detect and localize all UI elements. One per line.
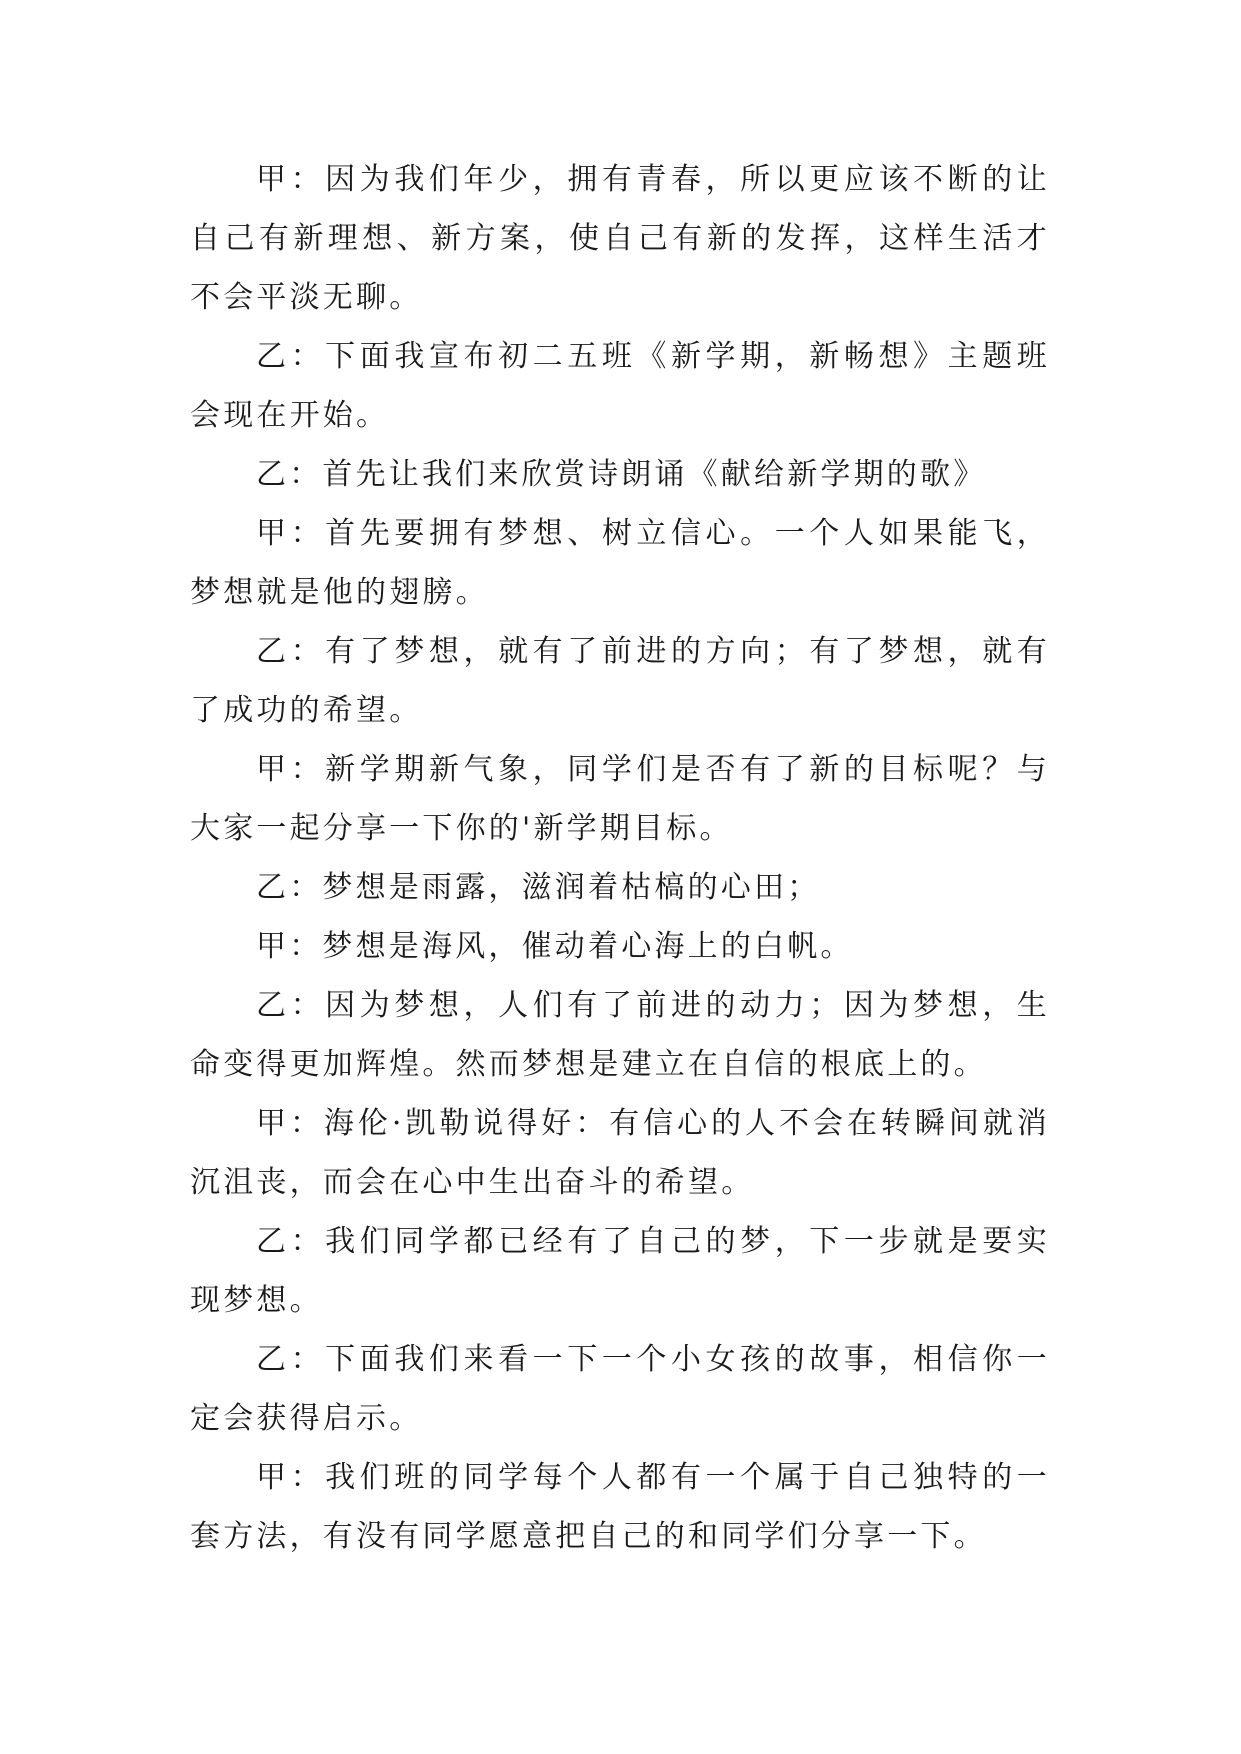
paragraph: 乙：我们同学都已经有了自己的梦，下一步就是要实现梦想。 [190, 1224, 1050, 1318]
paragraph: 乙：首先让我们来欣赏诗朗诵《献给新学期的歌》 [256, 457, 987, 492]
paragraph: 甲：海伦·凯勒说得好：有信心的人不会在转瞬间就消沉沮丧，而会在心中生出奋斗的希望。 [190, 1106, 1050, 1200]
paragraph: 乙：因为梦想，人们有了前进的动力；因为梦想，生命变得更加辉煌。然而梦想是建立在自信的根底上的。 [190, 988, 1050, 1082]
paragraph: 甲：因为我们年少，拥有青春，所以更应该不断的让自己有新理想、新方案，使自己有新的发挥，这样生活才不会平淡无聊。 [190, 162, 1050, 315]
paragraph: 甲：首先要拥有梦想、树立信心。一个人如果能飞，梦想就是他的翅膀。 [190, 516, 1050, 610]
paragraph: 甲：新学期新气象，同学们是否有了新的目标呢？与大家一起分享一下你的'新学期目标。 [190, 752, 1050, 846]
paragraph: 乙：下面我们来看一下一个小女孩的故事，相信你一定会获得启示。 [190, 1342, 1050, 1436]
paragraph: 乙：有了梦想，就有了前进的方向；有了梦想，就有了成功的希望。 [190, 634, 1050, 728]
document-body [190, 150, 1050, 1566]
paragraph: 甲：梦想是海风，催动着心海上的白帆。 [256, 929, 854, 964]
paragraph: 乙：下面我宣布初二五班《新学期，新畅想》主题班会现在开始。 [190, 339, 1050, 433]
paragraph: 甲：我们班的同学每个人都有一个属于自己独特的一套方法，有没有同学愿意把自己的和同学们分享一下。 [190, 1460, 1050, 1554]
paragraph: 乙：梦想是雨露，滋润着枯槁的心田； [256, 870, 821, 905]
